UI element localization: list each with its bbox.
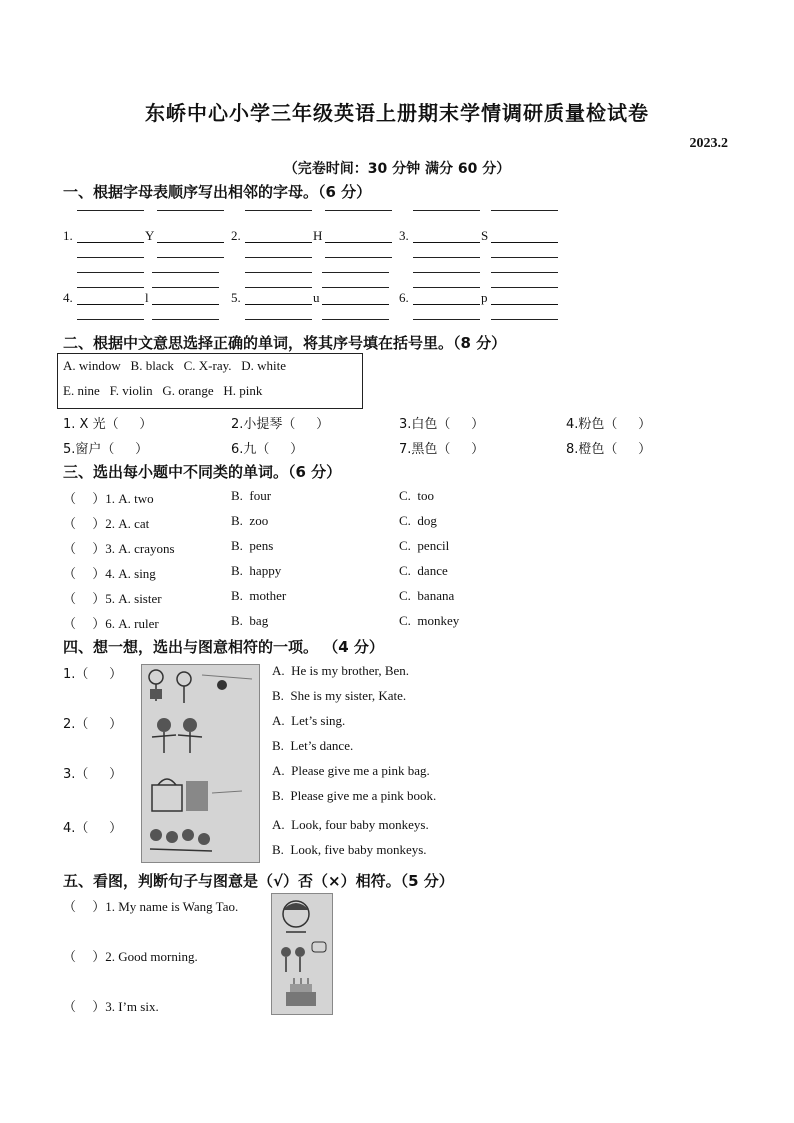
match-item[interactable]: 6.九（ ） bbox=[231, 442, 304, 457]
answer-line[interactable] bbox=[77, 304, 144, 305]
answer-line bbox=[245, 257, 312, 258]
answer-line bbox=[325, 210, 392, 211]
answer-line[interactable] bbox=[245, 304, 312, 305]
picture-option: A. Look, four baby monkeys. bbox=[272, 817, 429, 832]
answer-line bbox=[413, 257, 480, 258]
answer-line[interactable] bbox=[77, 242, 144, 243]
picture-option: B. Let’s dance. bbox=[272, 738, 354, 753]
letter-item-num: 6. bbox=[399, 290, 409, 305]
word-options-row: E. nine F. violin G. orange H. pink bbox=[63, 383, 263, 398]
odd-one-option-b: B. four bbox=[231, 488, 272, 503]
answer-line bbox=[491, 287, 558, 288]
answer-line bbox=[491, 272, 558, 273]
picture-option: A. Let’s sing. bbox=[272, 713, 346, 728]
picture-option: A. Please give me a pink bag. bbox=[272, 763, 430, 778]
letter-item-num: 1. bbox=[63, 228, 73, 243]
answer-line bbox=[322, 319, 389, 320]
odd-one-option-c: C. monkey bbox=[399, 613, 460, 628]
answer-line bbox=[491, 257, 558, 258]
answer-line[interactable] bbox=[322, 304, 389, 305]
answer-line bbox=[413, 210, 480, 211]
picture-question-blank[interactable]: 2.（ ） bbox=[63, 717, 123, 732]
odd-one-option-b: B. pens bbox=[231, 538, 274, 553]
answer-line bbox=[245, 272, 312, 273]
picture-option: B. She is my sister, Kate. bbox=[272, 688, 407, 703]
answer-line[interactable] bbox=[413, 304, 480, 305]
odd-one-option-b: B. zoo bbox=[231, 513, 269, 528]
match-item[interactable]: 3.白色（ ） bbox=[399, 417, 485, 432]
answer-line[interactable] bbox=[157, 242, 224, 243]
answer-line bbox=[77, 287, 144, 288]
match-item[interactable]: 2.小提琴（ ） bbox=[231, 417, 330, 432]
true-false-item[interactable]: （ ）2. Good morning. bbox=[63, 949, 198, 964]
odd-one-option-c: C. dog bbox=[399, 513, 437, 528]
letter-item-num: 5. bbox=[231, 290, 241, 305]
answer-line bbox=[322, 272, 389, 273]
answer-line bbox=[157, 210, 224, 211]
odd-one-option-b: B. mother bbox=[231, 588, 287, 603]
odd-one-option-c: C. pencil bbox=[399, 538, 450, 553]
answer-line bbox=[152, 287, 219, 288]
answer-line bbox=[77, 257, 144, 258]
given-letter: H bbox=[313, 228, 323, 243]
match-item[interactable]: 7.黑色（ ） bbox=[399, 442, 485, 457]
answer-line bbox=[413, 319, 480, 320]
exam-meta: （完卷时间：30 分钟 满分 60 分） bbox=[283, 161, 511, 177]
answer-line bbox=[325, 257, 392, 258]
answer-line[interactable] bbox=[491, 242, 558, 243]
odd-one-option-b: B. bag bbox=[231, 613, 269, 628]
picture-question-blank[interactable]: 4.（ ） bbox=[63, 821, 123, 836]
answer-line[interactable] bbox=[491, 304, 558, 305]
odd-one-option-c: C. banana bbox=[399, 588, 455, 603]
given-letter: p bbox=[481, 290, 488, 305]
section1-heading: 一、根据字母表顺序写出相邻的字母。（6 分） bbox=[63, 183, 372, 201]
given-letter: l bbox=[145, 290, 149, 305]
section5-heading: 五、看图，判断句子与图意是（√）否（×）相符。（5 分） bbox=[63, 872, 454, 890]
exam-date: 2023.2 bbox=[689, 136, 728, 151]
answer-line bbox=[245, 319, 312, 320]
match-item[interactable]: 5.窗户（ ） bbox=[63, 442, 149, 457]
answer-line bbox=[491, 319, 558, 320]
picture-question-blank[interactable]: 3.（ ） bbox=[63, 767, 123, 782]
true-false-item[interactable]: （ ）1. My name is Wang Tao. bbox=[63, 899, 239, 914]
odd-one-question[interactable]: （ ）5. A. sister bbox=[63, 591, 162, 606]
given-letter: Y bbox=[145, 228, 155, 243]
picture-option: B. Please give me a pink book. bbox=[272, 788, 437, 803]
answer-line[interactable] bbox=[152, 304, 219, 305]
section2-heading: 二、根据中文意思选择正确的单词，将其序号填在括号里。（8 分） bbox=[63, 334, 507, 352]
section3-heading: 三、选出每小题中不同类的单词。（6 分） bbox=[63, 463, 342, 481]
answer-line bbox=[245, 287, 312, 288]
odd-one-option-c: C. too bbox=[399, 488, 435, 503]
answer-line bbox=[413, 287, 480, 288]
section4-heading: 四、想一想，选出与图意相符的一项。 （4 分） bbox=[63, 638, 384, 656]
answer-line bbox=[491, 210, 558, 211]
section5-illustration bbox=[271, 893, 333, 1015]
answer-line[interactable] bbox=[413, 242, 480, 243]
match-item[interactable]: 4.粉色（ ） bbox=[566, 417, 652, 432]
word-options-row: A. window B. black C. X-ray. D. white bbox=[63, 358, 287, 373]
exam-title: 东峤中心小学三年级英语上册期末学情调研质量检试卷 bbox=[145, 101, 649, 125]
letter-item-num: 2. bbox=[231, 228, 241, 243]
answer-line bbox=[77, 210, 144, 211]
odd-one-question[interactable]: （ ）1. A. two bbox=[63, 491, 154, 506]
answer-line[interactable] bbox=[325, 242, 392, 243]
odd-one-question[interactable]: （ ）6. A. ruler bbox=[63, 616, 159, 631]
odd-one-question[interactable]: （ ）2. A. cat bbox=[63, 516, 150, 531]
match-item[interactable]: 1. X 光（ ） bbox=[63, 417, 153, 432]
picture-option: B. Look, five baby monkeys. bbox=[272, 842, 427, 857]
odd-one-option-c: C. dance bbox=[399, 563, 448, 578]
answer-line bbox=[322, 287, 389, 288]
picture-question-blank[interactable]: 1.（ ） bbox=[63, 667, 123, 682]
letter-item-num: 3. bbox=[399, 228, 409, 243]
odd-one-question[interactable]: （ ）3. A. crayons bbox=[63, 541, 175, 556]
answer-line bbox=[77, 272, 144, 273]
picture-option: A. He is my brother, Ben. bbox=[272, 663, 410, 678]
odd-one-option-b: B. happy bbox=[231, 563, 282, 578]
answer-line[interactable] bbox=[245, 242, 312, 243]
answer-line bbox=[77, 319, 144, 320]
given-letter: S bbox=[481, 228, 489, 243]
answer-line bbox=[152, 319, 219, 320]
answer-line bbox=[245, 210, 312, 211]
odd-one-question[interactable]: （ ）4. A. sing bbox=[63, 566, 156, 581]
section4-illustration bbox=[141, 664, 260, 863]
given-letter: u bbox=[313, 290, 320, 305]
answer-line bbox=[413, 272, 480, 273]
answer-line bbox=[157, 257, 224, 258]
match-item[interactable]: 8.橙色（ ） bbox=[566, 442, 652, 457]
answer-line bbox=[152, 272, 219, 273]
true-false-item[interactable]: （ ）3. I’m six. bbox=[63, 999, 159, 1014]
letter-item-num: 4. bbox=[63, 290, 73, 305]
